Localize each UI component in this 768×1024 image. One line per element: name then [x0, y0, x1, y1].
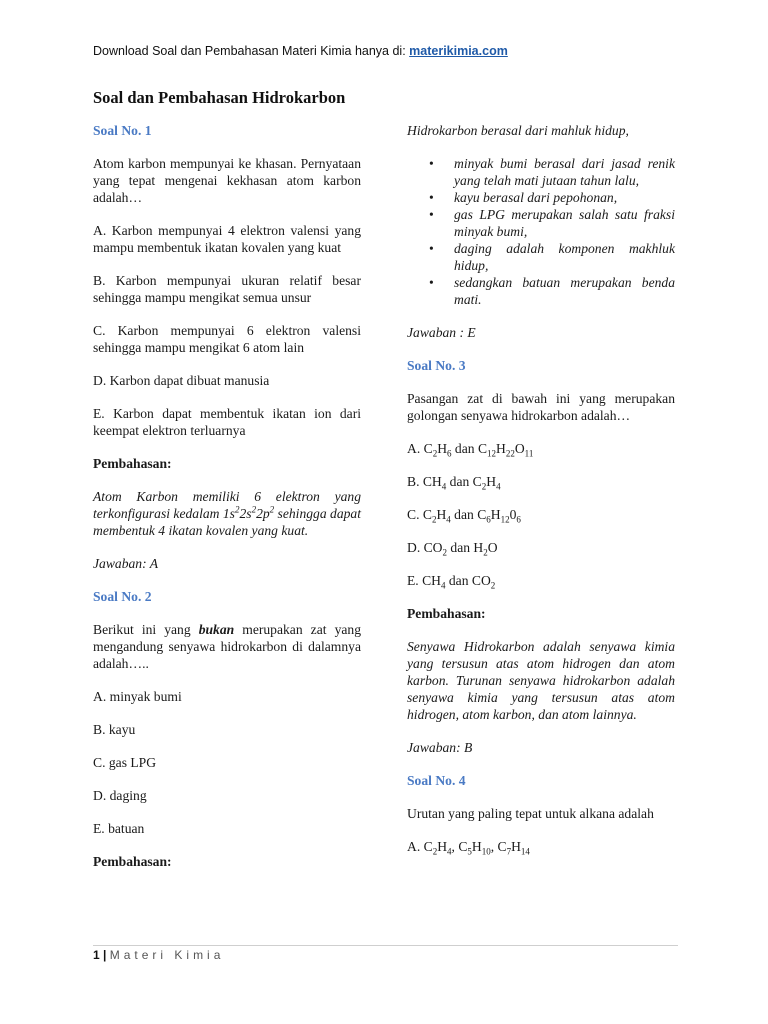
question-3-answer: Jawaban: B: [407, 740, 473, 755]
question-1-option-b: B. Karbon mempunyai ukuran relatif besar sehingga mampu mengikat semua unsur: [93, 273, 361, 305]
question-2-option-c: C. gas LPG: [93, 755, 157, 770]
question-3-explanation: Senyawa Hidrokarbon adalah senyawa kimia yang tersusun atas atom hidrogen dan atom karbon. Turunan senyawa hidrokarbon adalah senyawa kimia yang tersusun atas atom hidrogen, atom karbon, dan atom lainnya.: [407, 639, 675, 722]
header-text: Download Soal dan Pembahasan Materi Kimia hanya di:: [93, 44, 410, 58]
question-3-label: Soal No. 3: [407, 358, 466, 373]
right-column: [407, 122, 675, 871]
footer-separator: |: [99, 948, 110, 962]
question-1-option-e: E. Karbon dapat membentuk ikatan ion dari keempat elektron terluarnya: [93, 406, 361, 438]
question-2-option-d: D. daging: [93, 788, 147, 803]
page-footer: [93, 948, 224, 962]
footer-divider: [93, 945, 678, 946]
question-1-label: Soal No. 1: [93, 123, 152, 138]
question-2-explanation-list: [407, 155, 675, 308]
pembahasan-heading-3: Pembahasan:: [407, 606, 486, 621]
question-1-option-d: D. Karbon dapat dibuat manusia: [93, 373, 270, 388]
page-header: [93, 44, 508, 58]
list-item: • kayu berasal dari pepohonan,: [454, 189, 675, 206]
question-1-option-c: C. Karbon mempunyai 6 elektron valensi sehingga mampu mengikat 6 atom lain: [93, 323, 361, 355]
list-item: • minyak bumi berasal dari jasad renik yang telah mati jutaan tahun lalu,: [454, 155, 675, 189]
question-1-explanation: Atom Karbon memiliki 6 elektron yang terkonfigurasi kedalam $1s^22s^22p^2$ sehingga dapat membentuk 4 ikatan kovalen yang kuat.: [93, 489, 362, 538]
pembahasan-heading-2: Pembahasan:: [93, 854, 172, 869]
question-2-option-b: B. kayu: [93, 722, 136, 737]
footer-brand: Materi Kimia: [109, 948, 225, 962]
question-3-option-b: B. $CH_4$ dan $C_2H_4$: [407, 474, 501, 492]
question-1-answer: Jawaban: A: [93, 556, 159, 571]
question-2-answer: Jawaban : E: [407, 325, 476, 340]
question-4-option-a: A. $C_2H_4$, $C_5H_{10}$, $C_7H_{14}$: [407, 839, 530, 857]
question-3-option-d: D. $CO_2$ dan $H_2O$: [407, 540, 498, 558]
question-1-option-a: A. Karbon mempunyai 4 elektron valensi yang mampu membentuk ikatan kovalen yang kuat: [93, 223, 361, 255]
question-1-text: Atom karbon mempunyai ke khasan. Pernyataan yang tepat mengenai kekhasan atom karbon adalah…: [93, 156, 361, 205]
question-2-text: Berikut ini yang bukan merupakan zat yang mengandung senyawa hidrokarbon di dalamnya adalah…..: [93, 622, 361, 671]
list-item: • gas LPG merupakan salah satu fraksi minyak bumi,: [454, 206, 675, 240]
question-3-option-a: A. $C_2H_6$ dan $C_{12}H_{22}O_{11}$: [407, 441, 534, 459]
question-3-option-c: C. $C_2H_4$ dan $C_6H_{12}0_6$: [407, 507, 521, 525]
left-column: [93, 122, 361, 886]
question-2-option-a: A. minyak bumi: [93, 689, 182, 704]
question-4-text: Urutan yang paling tepat untuk alkana adalah: [407, 806, 654, 821]
page-number: 1: [93, 948, 100, 962]
pembahasan-heading-1: Pembahasan:: [93, 456, 172, 471]
question-4-label: Soal No. 4: [407, 773, 466, 788]
question-2-option-e: E. batuan: [93, 821, 145, 836]
question-3-option-e: E. $CH_4$ dan $CO_2$: [407, 573, 496, 591]
question-2-explanation-intro: Hidrokarbon berasal dari mahluk hidup,: [407, 123, 629, 138]
question-2-label: Soal No. 2: [93, 589, 152, 604]
list-item: • daging adalah komponen makhluk hidup,: [454, 240, 675, 274]
document-title: Soal dan Pembahasan Hidrokarbon: [93, 88, 346, 107]
site-link[interactable]: materikimia.com: [409, 44, 508, 58]
question-3-text: Pasangan zat di bawah ini yang merupakan golongan senyawa hidrokarbon adalah…: [407, 391, 675, 423]
list-item: • sedangkan batuan merupakan benda mati.: [454, 274, 675, 308]
